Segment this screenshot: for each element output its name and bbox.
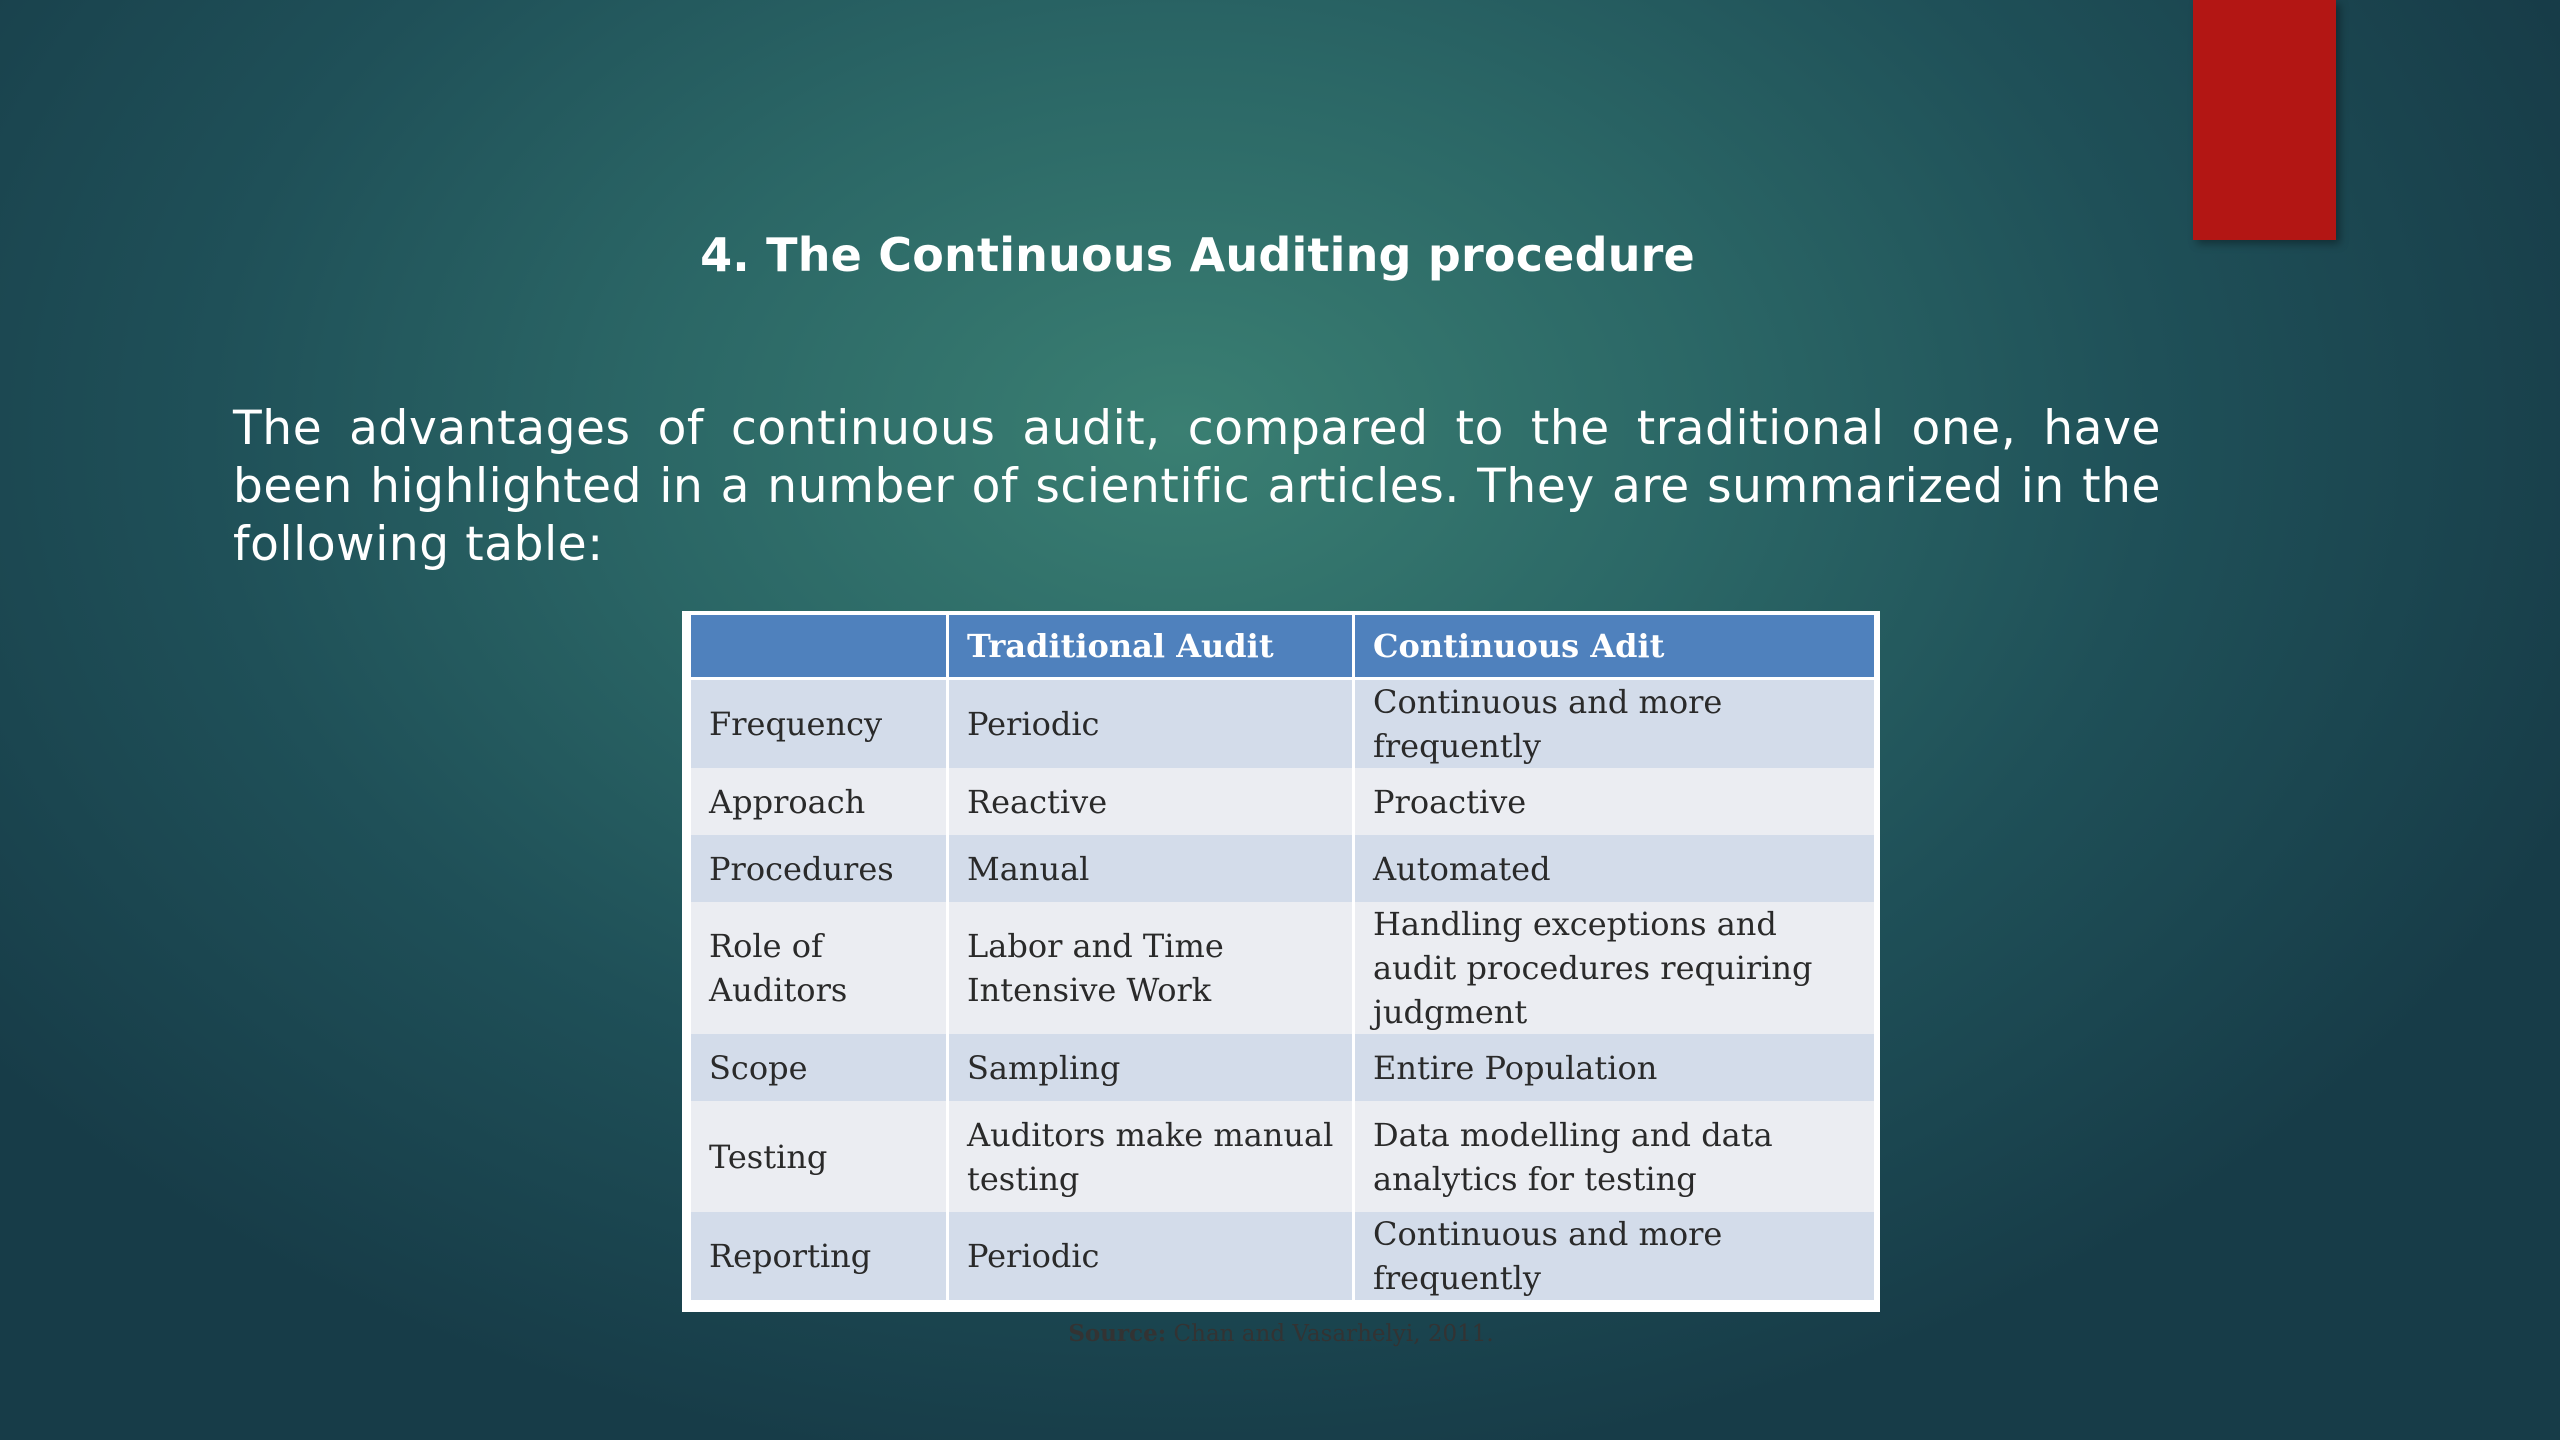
row-label: Frequency [690, 679, 948, 769]
source-text: Chan and Vasarhelyi, 2011. [1173, 1321, 1494, 1347]
table-row [690, 768, 1876, 835]
row-label: Reporting [690, 1212, 948, 1300]
table-row [690, 902, 1876, 1034]
traditional-cell: Reactive [948, 768, 1354, 835]
header-cell-continuous: Continuous Adit [1354, 615, 1876, 679]
table-row [690, 679, 1876, 769]
row-label: Procedures [690, 835, 948, 902]
slide-body-text: The advantages of continuous audit, compared to the traditional one, have been highlighted in a number of scientific articles. They are summarized in the following table: [233, 401, 2161, 572]
traditional-cell: Sampling [948, 1034, 1354, 1101]
row-label: Approach [690, 768, 948, 835]
slide-title: 4. The Continuous Auditing procedure [700, 228, 1695, 282]
row-label: Testing [690, 1101, 948, 1212]
traditional-cell: Periodic [948, 1212, 1354, 1300]
row-label: Scope [690, 1034, 948, 1101]
continuous-cell: Entire Population [1354, 1034, 1876, 1101]
source-label: Source: [1068, 1320, 1167, 1347]
header-cell-empty [690, 615, 948, 679]
continuous-cell: Handling exceptions and audit procedures requiring judgment [1354, 902, 1876, 1034]
comparison-table [688, 615, 1877, 1300]
traditional-cell: Labor and Time Intensive Work [948, 902, 1354, 1034]
traditional-cell: Periodic [948, 679, 1354, 769]
table-row [690, 1034, 1876, 1101]
table-row [690, 1212, 1876, 1300]
accent-bar [2193, 0, 2336, 240]
continuous-cell: Continuous and more frequently [1354, 679, 1876, 769]
traditional-cell: Auditors make manual testing [948, 1101, 1354, 1212]
traditional-cell: Manual [948, 835, 1354, 902]
continuous-cell: Automated [1354, 835, 1876, 902]
continuous-cell: Proactive [1354, 768, 1876, 835]
continuous-cell: Continuous and more frequently [1354, 1212, 1876, 1300]
table-source-caption [688, 1320, 1874, 1347]
header-cell-traditional: Traditional Audit [948, 615, 1354, 679]
table-row [690, 835, 1876, 902]
table-header-row [690, 615, 1876, 679]
continuous-cell: Data modelling and data analytics for testing [1354, 1101, 1876, 1212]
row-label: Role of Auditors [690, 902, 948, 1034]
table-row [690, 1101, 1876, 1212]
comparison-table-card [682, 611, 1880, 1347]
